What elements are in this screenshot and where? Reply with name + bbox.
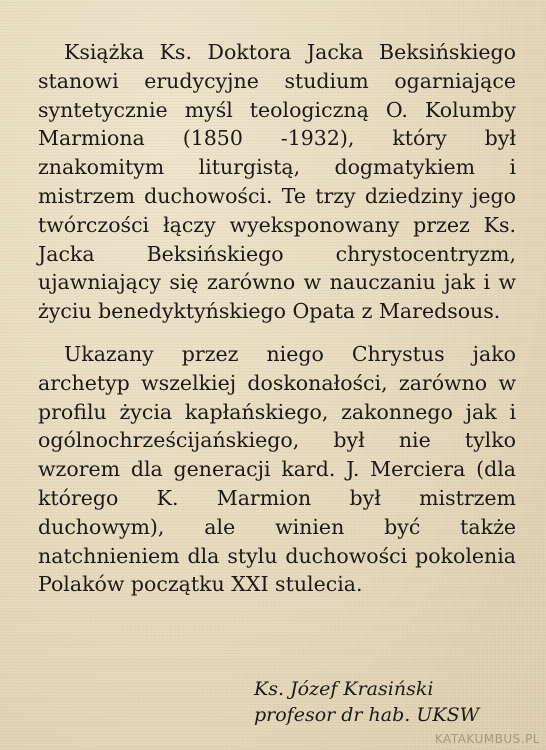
site-watermark: KATAKUMBUS.PL	[434, 732, 540, 746]
author-signature	[254, 676, 479, 728]
signature-title: profesor dr hab. UKSW	[254, 704, 480, 726]
blurb-text	[38, 38, 516, 599]
paragraph-2: Ukazany przez niego Chrystus jako archetyp wszelkiej doskonałości, zarówno w profilu życia kapłańskiego, zakonnego jak i ogólnochrześcijańskiego, był nie tylko wzorem dla generacji kard. J. Merciera (dla którego K. Marmion był mistrzem duchowym), ale winien być także natchnieniem dla stylu duchowości pokolenia Polaków początku XXI stulecia.	[38, 341, 516, 597]
signature-name: Ks. Józef Krasiński	[254, 678, 434, 700]
paragraph-1: Książka Ks. Doktora Jacka Beksińskiego stanowi erudycyjne studium ogarniające syntetycznie myśl teologiczną O. Kolumby Marmiona (1850 -1932), który był znakomitym liturgistą, dogmatykiem i mistrzem duchowości. Te trzy dziedziny jego twórczości łączy wyeksponowany przez Ks. Jacka Beksińskiego chrystocentryzm, ujawniający się zarówno w nauczaniu jak i w życiu benedyktyńskiego Opata z Maredsous.	[38, 40, 516, 324]
